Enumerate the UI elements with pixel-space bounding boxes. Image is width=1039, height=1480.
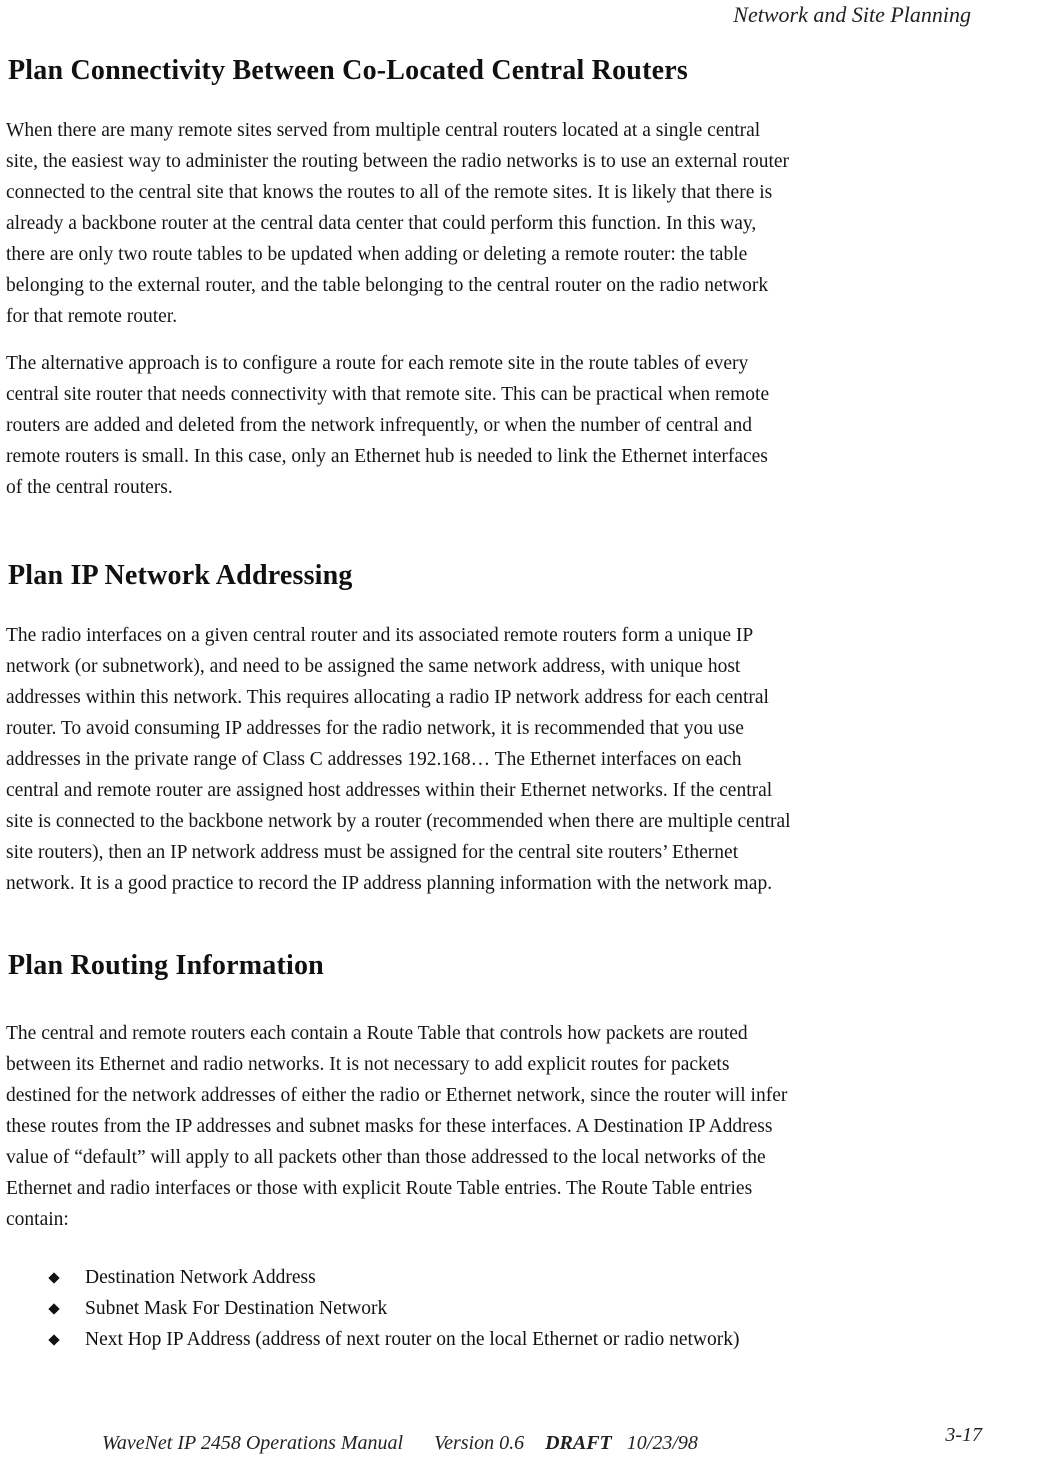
page-footer (102, 1424, 982, 1455)
text-line: remote routers is small. In this case, only an Ethernet hub is needed to link the Ethernet interfaces (6, 446, 768, 467)
text-line: contain: (6, 1209, 69, 1230)
diamond-bullet-icon (48, 1272, 59, 1283)
footer-date: 10/23/98 (626, 1432, 698, 1454)
list-item-text: Next Hop IP Address (address of next router on the local Ethernet or radio network) (85, 1329, 740, 1350)
text-line: The central and remote routers each contain a Route Table that controls how packets are routed (6, 1023, 748, 1044)
text-line: for that remote router. (6, 306, 178, 327)
text-line: The alternative approach is to configure a route for each remote site in the route tables of every (6, 353, 749, 374)
list-item (44, 1262, 740, 1293)
text-line: site is connected to the backbone network by a router (recommended when there are multiple central (6, 811, 791, 832)
text-line: network. It is a good practice to record the IP address planning information with the network map. (6, 873, 773, 894)
text-line: router. To avoid consuming IP addresses for the radio network, it is recommended that you use (6, 718, 744, 739)
diamond-bullet-icon (48, 1334, 59, 1345)
paragraph (6, 348, 991, 503)
list-item (44, 1324, 740, 1355)
footer-manual-title: WaveNet IP 2458 Operations Manual (102, 1432, 404, 1454)
text-line: routers are added and deleted from the network infrequently, or when the number of central and (6, 415, 752, 436)
text-line: of the central routers. (6, 477, 173, 498)
text-line: The radio interfaces on a given central router and its associated remote routers form a unique IP (6, 625, 754, 646)
text-line: Ethernet and radio interfaces or those with explicit Route Table entries. The Route Table entries (6, 1178, 753, 1199)
text-line: destined for the network addresses of either the radio or Ethernet network, since the router will infer (6, 1085, 788, 1106)
text-line: When there are many remote sites served from multiple central routers located at a single central (6, 120, 761, 141)
paragraph (6, 620, 991, 899)
text-line: central and remote router are assigned host addresses within their Ethernet networks. If the central (6, 780, 773, 801)
text-line: site routers), then an IP network address must be assigned for the central site routers’ Ethernet (6, 842, 739, 863)
text-line: these routes from the IP addresses and subnet masks for these interfaces. A Destination IP Address (6, 1116, 773, 1137)
text-line: belonging to the external router, and the table belonging to the central router on the radio network (6, 275, 769, 296)
list-item (44, 1293, 740, 1324)
text-line: there are only two route tables to be updated when adding or deleting a remote router: the table (6, 244, 748, 265)
paragraph (6, 115, 991, 332)
section-heading-co-located-routers: Plan Connectivity Between Co-Located Central Routers (8, 55, 688, 86)
section-heading-routing-information: Plan Routing Information (8, 950, 324, 981)
text-line: site, the easiest way to administer the routing between the radio networks is to use an external router (6, 151, 790, 172)
footer-draft-label: DRAFT (545, 1432, 612, 1454)
text-line: value of “default” will apply to all packets other than those addressed to the local networks of the (6, 1147, 766, 1168)
text-line: central site router that needs connectivity with that remote site. This can be practical when remote (6, 384, 770, 405)
text-line: network (or subnetwork), and need to be assigned the same network address, with unique host (6, 656, 741, 677)
list-item-text: Subnet Mask For Destination Network (85, 1298, 388, 1319)
footer-version: Version 0.6 (434, 1432, 525, 1454)
running-header: Network and Site Planning (733, 2, 971, 27)
text-line: addresses within this network. This requires allocating a radio IP network address for each central (6, 687, 769, 708)
text-line: addresses in the private range of Class C addresses 192.168… The Ethernet interfaces on each (6, 749, 742, 770)
route-table-entries-list (44, 1262, 740, 1355)
paragraph (6, 1018, 991, 1235)
text-line: between its Ethernet and radio networks. It is not necessary to add explicit routes for packets (6, 1054, 730, 1075)
diamond-bullet-icon (48, 1303, 59, 1314)
text-line: already a backbone router at the central data center that could perform this function. In this way, (6, 213, 757, 234)
page-number: 3-17 (945, 1424, 982, 1446)
list-item-text: Destination Network Address (85, 1267, 316, 1288)
section-heading-ip-addressing: Plan IP Network Addressing (8, 560, 353, 591)
text-line: connected to the central site that knows the routes to all of the remote sites. It is likely that there is (6, 182, 773, 203)
